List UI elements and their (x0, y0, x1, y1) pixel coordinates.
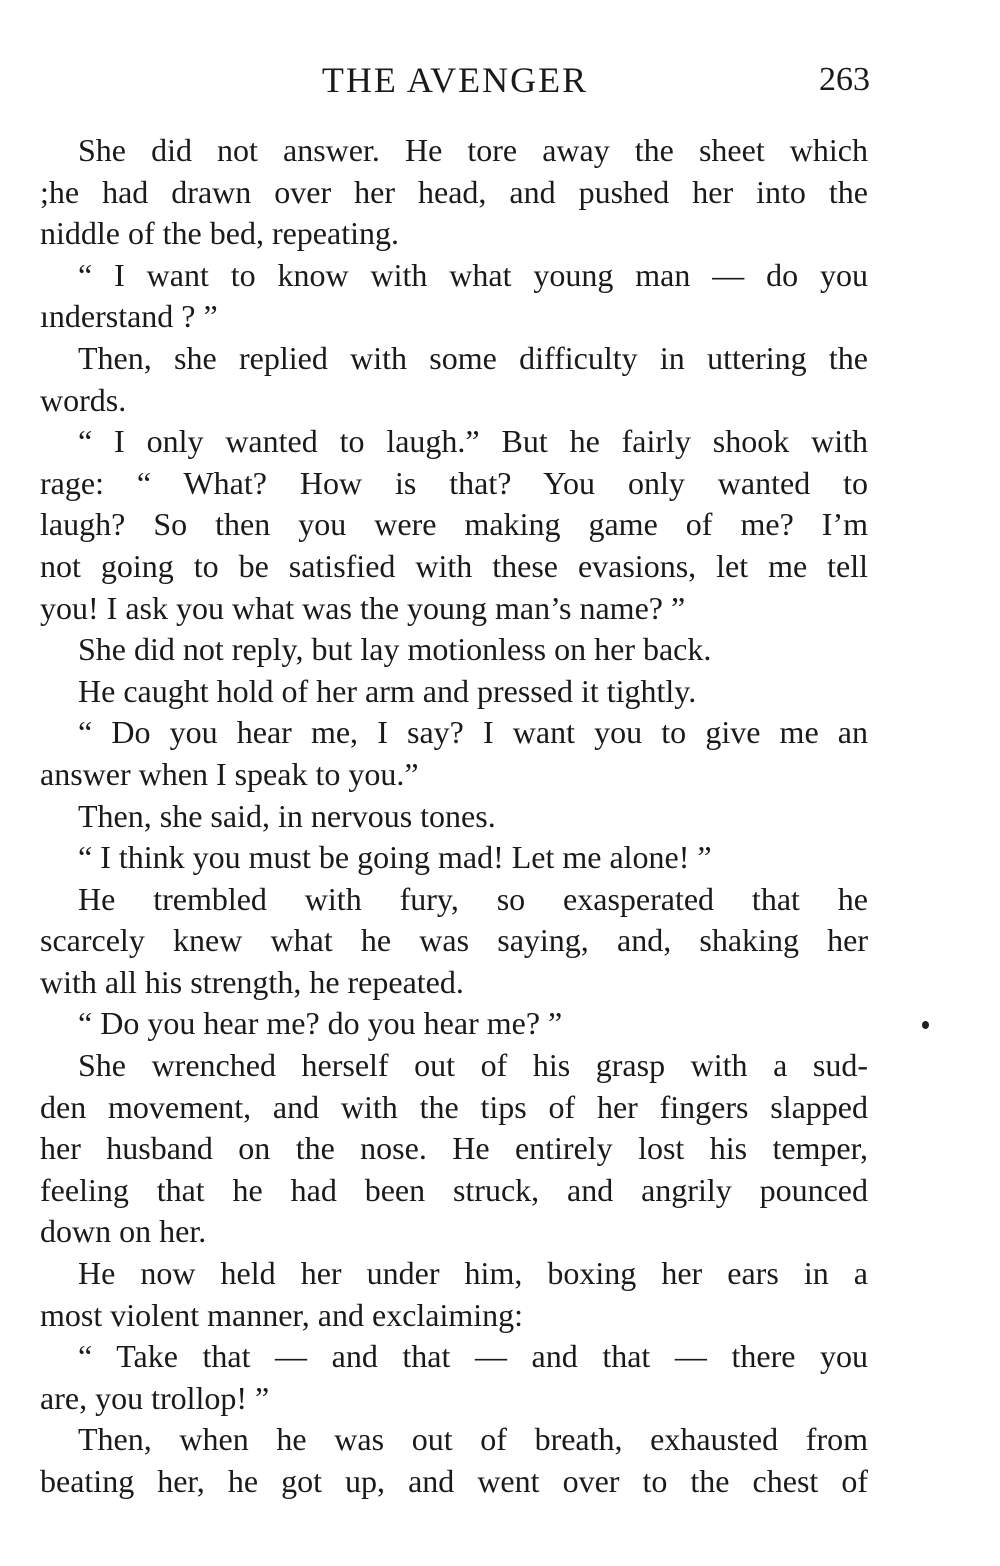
text-line: “ I want to know with what young man — do you (78, 256, 868, 293)
page-number: 263 (819, 61, 870, 98)
text-line: She did not answer. He tore away the sheet which (78, 132, 868, 168)
text-line: “ I only wanted to laugh.” But he fairly shook with (78, 423, 868, 460)
text-line: beating her, he got up, and went over to the chest of (40, 1463, 868, 1499)
text-line: Then, when he was out of breath, exhausted from (78, 1421, 868, 1458)
text-line: “ Take that — and that — and that — there you (78, 1338, 868, 1375)
text-line: She did not reply, but lay motionless on her back. (78, 631, 712, 668)
text-line: words. (40, 381, 127, 418)
text-line: with all his strength, he repeated. (40, 963, 464, 1000)
text-line: answer when I speak to you.” (40, 755, 419, 792)
text-line: are, you trollop! ” (40, 1379, 270, 1416)
running-title: THE AVENGER (321, 60, 589, 100)
running-head (40, 58, 870, 102)
body-text (40, 130, 868, 1503)
text-line: “ I think you must be going mad! Let me alone! ” (78, 839, 712, 876)
text-line: most violent manner, and exclaiming: (40, 1296, 524, 1333)
text-line: She wrenched herself out of his grasp with a sud- (78, 1047, 868, 1084)
margin-ink-dot (922, 1021, 929, 1029)
text-line: scarcely knew what he was saying, and, shaking her (40, 922, 868, 959)
text-line: “ Do you hear me, I say? I want you to give me an (78, 714, 868, 751)
text-line: you! I ask you what was the young man’s name? ” (40, 589, 686, 626)
text-line: rage: “ What? How is that? You only wanted to (40, 464, 868, 501)
text-line: not going to be satisfied with these evasions, let me tell (40, 547, 868, 584)
text-line: Then, she said, in nervous tones. (78, 797, 496, 834)
text-line: down on her. (40, 1213, 207, 1250)
text-line: her husband on the nose. He entirely lost his temper, (40, 1130, 868, 1167)
text-line: He caught hold of her arm and pressed it tightly. (78, 672, 697, 709)
text-line: ;he had drawn over her head, and pushed her into the (40, 173, 868, 210)
text-line: “ Do you hear me? do you hear me? ” (78, 1005, 563, 1042)
text-line: feeling that he had been struck, and angrily pounced (40, 1171, 868, 1208)
text-line: He now held her under him, boxing her ears in a (78, 1255, 868, 1292)
text-line: den movement, and with the tips of her fingers slapped (40, 1088, 868, 1125)
text-line: He trembled with fury, so exasperated that he (78, 880, 868, 917)
text-line: niddle of the bed, repeating. (40, 215, 399, 252)
text-line: laugh? So then you were making game of me? I’m (40, 506, 868, 543)
text-line: Then, she replied with some difficulty in uttering the (78, 339, 868, 376)
text-line: ınderstand ? ” (40, 298, 218, 335)
